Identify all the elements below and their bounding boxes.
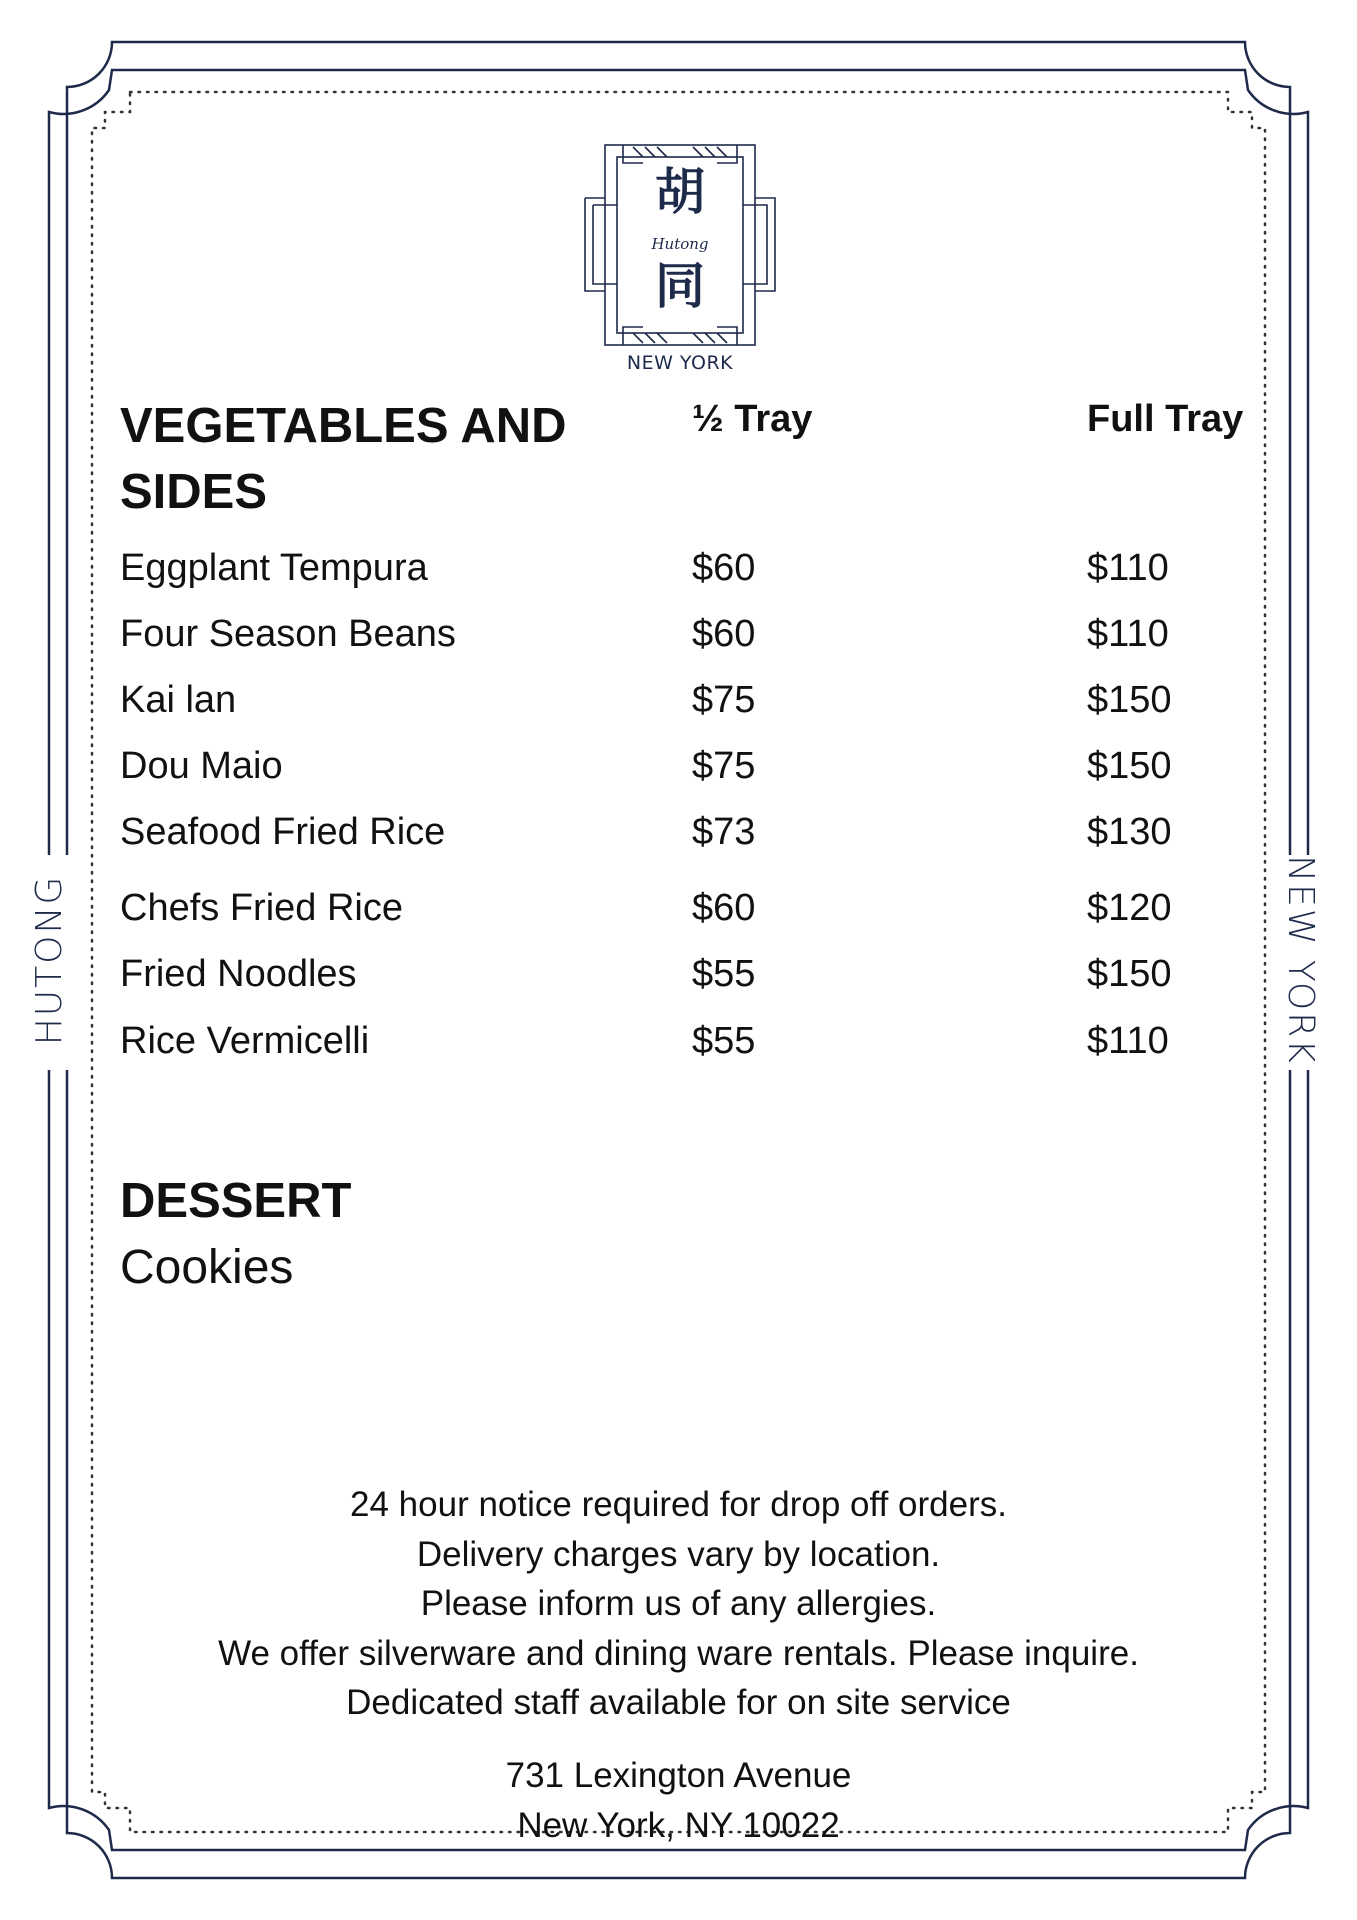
full-tray-price: $150 — [1087, 745, 1172, 787]
logo-glyph-top: 胡 — [655, 163, 705, 221]
menu-row — [0, 1013, 1357, 1069]
menu-row — [0, 804, 1357, 860]
half-tray-price: $75 — [692, 745, 756, 787]
full-tray-price: $110 — [1087, 547, 1169, 589]
logo-glyph-bottom: 同 — [655, 257, 705, 315]
half-tray-price: $60 — [692, 887, 756, 929]
half-tray-header: ½ Tray — [692, 398, 813, 440]
item-name: Four Season Beans — [120, 613, 456, 655]
item-name: Kai lan — [120, 679, 237, 721]
full-tray-price: $120 — [1087, 887, 1172, 929]
menu-row — [0, 738, 1357, 794]
menu-row — [0, 946, 1357, 1002]
menu-row — [0, 880, 1357, 936]
half-tray-price: $55 — [692, 1020, 756, 1062]
section-title-line2: SIDES — [120, 465, 268, 519]
menu-row — [0, 540, 1357, 596]
section-title-line1: VEGETABLES AND — [120, 399, 567, 453]
menu-row — [0, 672, 1357, 728]
section-title-dessert: DESSERT — [120, 1174, 352, 1228]
address-line1: 731 Lexington Avenue — [505, 1756, 852, 1795]
item-name: Fried Noodles — [120, 953, 357, 995]
address-line2: New York, NY 10022 — [517, 1806, 840, 1845]
section-title-vegetables — [120, 393, 566, 525]
half-tray-price: $55 — [692, 953, 756, 995]
side-label-hutong: HUTONG — [26, 875, 74, 1046]
menu-row — [0, 606, 1357, 662]
full-tray-header: Full Tray — [1087, 398, 1244, 440]
full-tray-price: $150 — [1087, 953, 1172, 995]
full-tray-price: $150 — [1087, 679, 1172, 721]
note-line: We offer silverware and dining ware rentals. Please inquire. — [218, 1633, 1139, 1673]
item-name: Dou Maio — [120, 745, 283, 787]
note-line: 24 hour notice required for drop off orders. — [350, 1485, 1007, 1524]
note-line: Please inform us of any allergies. — [420, 1584, 937, 1623]
item-name: Chefs Fried Rice — [120, 887, 403, 929]
half-tray-price: $73 — [692, 811, 756, 853]
half-tray-price: $60 — [692, 613, 756, 655]
note-line: Delivery charges vary by location. — [416, 1534, 941, 1574]
dessert-item: Cookies — [120, 1241, 294, 1294]
logo-city: NEW YORK — [626, 352, 734, 374]
item-name: Rice Vermicelli — [120, 1020, 370, 1062]
note-line: Dedicated staff available for on site service — [346, 1683, 1011, 1722]
full-tray-price: $130 — [1087, 811, 1172, 853]
side-label-new-york: NEW YORK — [1276, 855, 1324, 1065]
full-tray-price: $110 — [1087, 1020, 1169, 1062]
logo-script: Hutong — [651, 235, 709, 253]
half-tray-price: $60 — [692, 547, 756, 589]
full-tray-price: $110 — [1087, 613, 1169, 655]
order-notes — [0, 1480, 1357, 1728]
restaurant-address — [0, 1751, 1357, 1851]
half-tray-price: $75 — [692, 679, 756, 721]
item-name: Seafood Fried Rice — [120, 811, 446, 853]
hutong-logo — [583, 143, 777, 378]
item-name: Eggplant Tempura — [120, 547, 428, 589]
